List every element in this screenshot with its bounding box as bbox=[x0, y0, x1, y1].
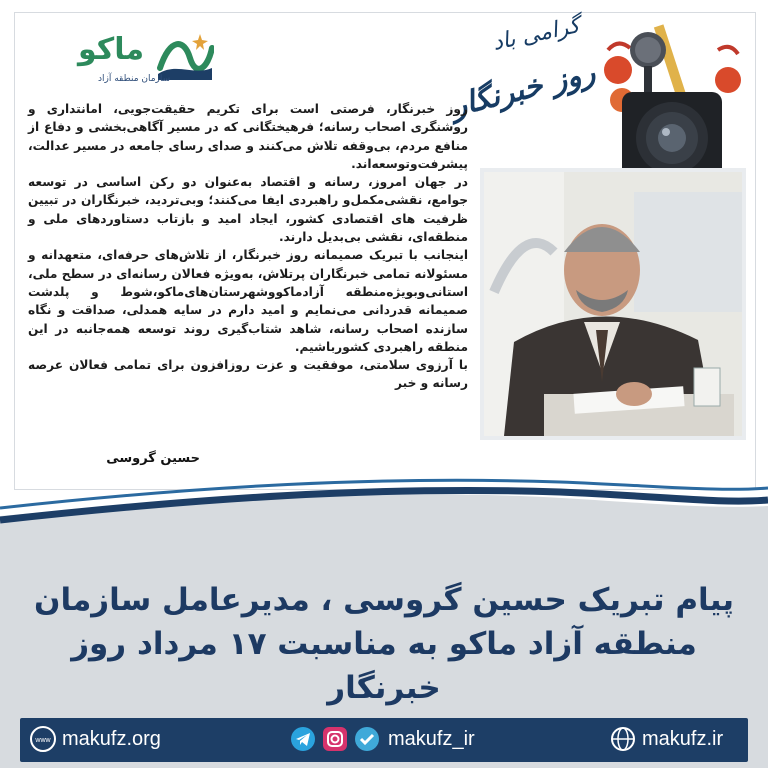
logo-subtitle: سازمان منطقه آزاد bbox=[98, 74, 171, 84]
telegram-icon[interactable] bbox=[290, 726, 316, 752]
footer-bar bbox=[20, 718, 748, 762]
headline bbox=[20, 578, 748, 710]
instagram-icon[interactable] bbox=[322, 726, 348, 752]
message-paragraph: روز خبرنگار، فرصتی است برای تکریم حقیقت‌جویی، امانتداری و روشنگری اصحاب رسانه؛ فرهیختگانی که در مسیر آگاهی‌بخشی و دفاع از منافع مردم، بی‌وقفه تلاش می‌کنند و صدای رسای جامعه در مسیر عدالت، پیشرفت‌وتوسعه‌اند. bbox=[28, 102, 468, 171]
message-paragraph: در جهان امروز، رسانه و اقتصاد به‌عنوان دو رکن اساسی در توسعه جوامع، نقشی‌مکمل‌و راهبردی ایفا می‌کنند؛ وبی‌تردید، خبرنگاران در تبیین ظرفیت های اقتصادی کشور، ایجاد امید و بازتاب دستاوردهای ملی و منطقه‌ای، نقشی بی‌بدیل دارند. bbox=[28, 175, 468, 245]
svg-text:www: www bbox=[35, 737, 51, 744]
maku-logo bbox=[38, 28, 208, 88]
calligraphy-line-1: گرامی باد bbox=[490, 13, 583, 56]
director-photo bbox=[484, 172, 742, 436]
signature: حسین گروسی bbox=[106, 451, 200, 466]
www-icon bbox=[30, 726, 56, 752]
website-link[interactable]: makufz.org bbox=[62, 728, 161, 750]
ir-website-link[interactable]: makufz.ir bbox=[642, 728, 724, 750]
calligraphy-line-2: روز خبرنگار bbox=[447, 54, 599, 125]
camera-microphone-illustration bbox=[578, 10, 748, 190]
headline-line-1: پیام تبریک حسین گروسی ، مدیرعامل سازمان bbox=[34, 582, 734, 618]
wave-divider bbox=[0, 420, 768, 540]
message-paragraph: با آرزوی سلامتی، موفقیت و عزت روزافزون برای تمامی فعالان عرصه رسانه و خبر bbox=[28, 358, 468, 391]
social-handle[interactable]: makufz_ir bbox=[388, 728, 475, 750]
message-body bbox=[28, 100, 468, 393]
eitaa-icon[interactable] bbox=[354, 726, 380, 752]
globe-icon bbox=[610, 726, 636, 752]
logo-wordmark: ماکو bbox=[78, 32, 145, 67]
headline-line-2: منطقه آزاد ماکو به مناسبت ۱۷ مرداد روز خبرنگار bbox=[71, 626, 697, 706]
message-paragraph: اینجانب با تبریک صمیمانه روز خبرنگار، از تلاش‌های حرفه‌ای، متعهدانه و مسئولانه تمامی خبرنگاران پرتلاش، به‌ویژه فعالان رسانه‌ای در سطح ملی، استانی‌وبویژه‌منطقه آزادماکووشهرستان‌های‌ماکو،شوط و پلدشت صمیمانه قدردانی می‌نمایم و امید دارم در سایه همدلی، صداقت و نگاه سازنده اصحاب رسانه، شاهد شتاب‌گیری روند توسعه همه‌جانبه در این منطقه راهبردی کشورباشیم. bbox=[28, 248, 468, 354]
